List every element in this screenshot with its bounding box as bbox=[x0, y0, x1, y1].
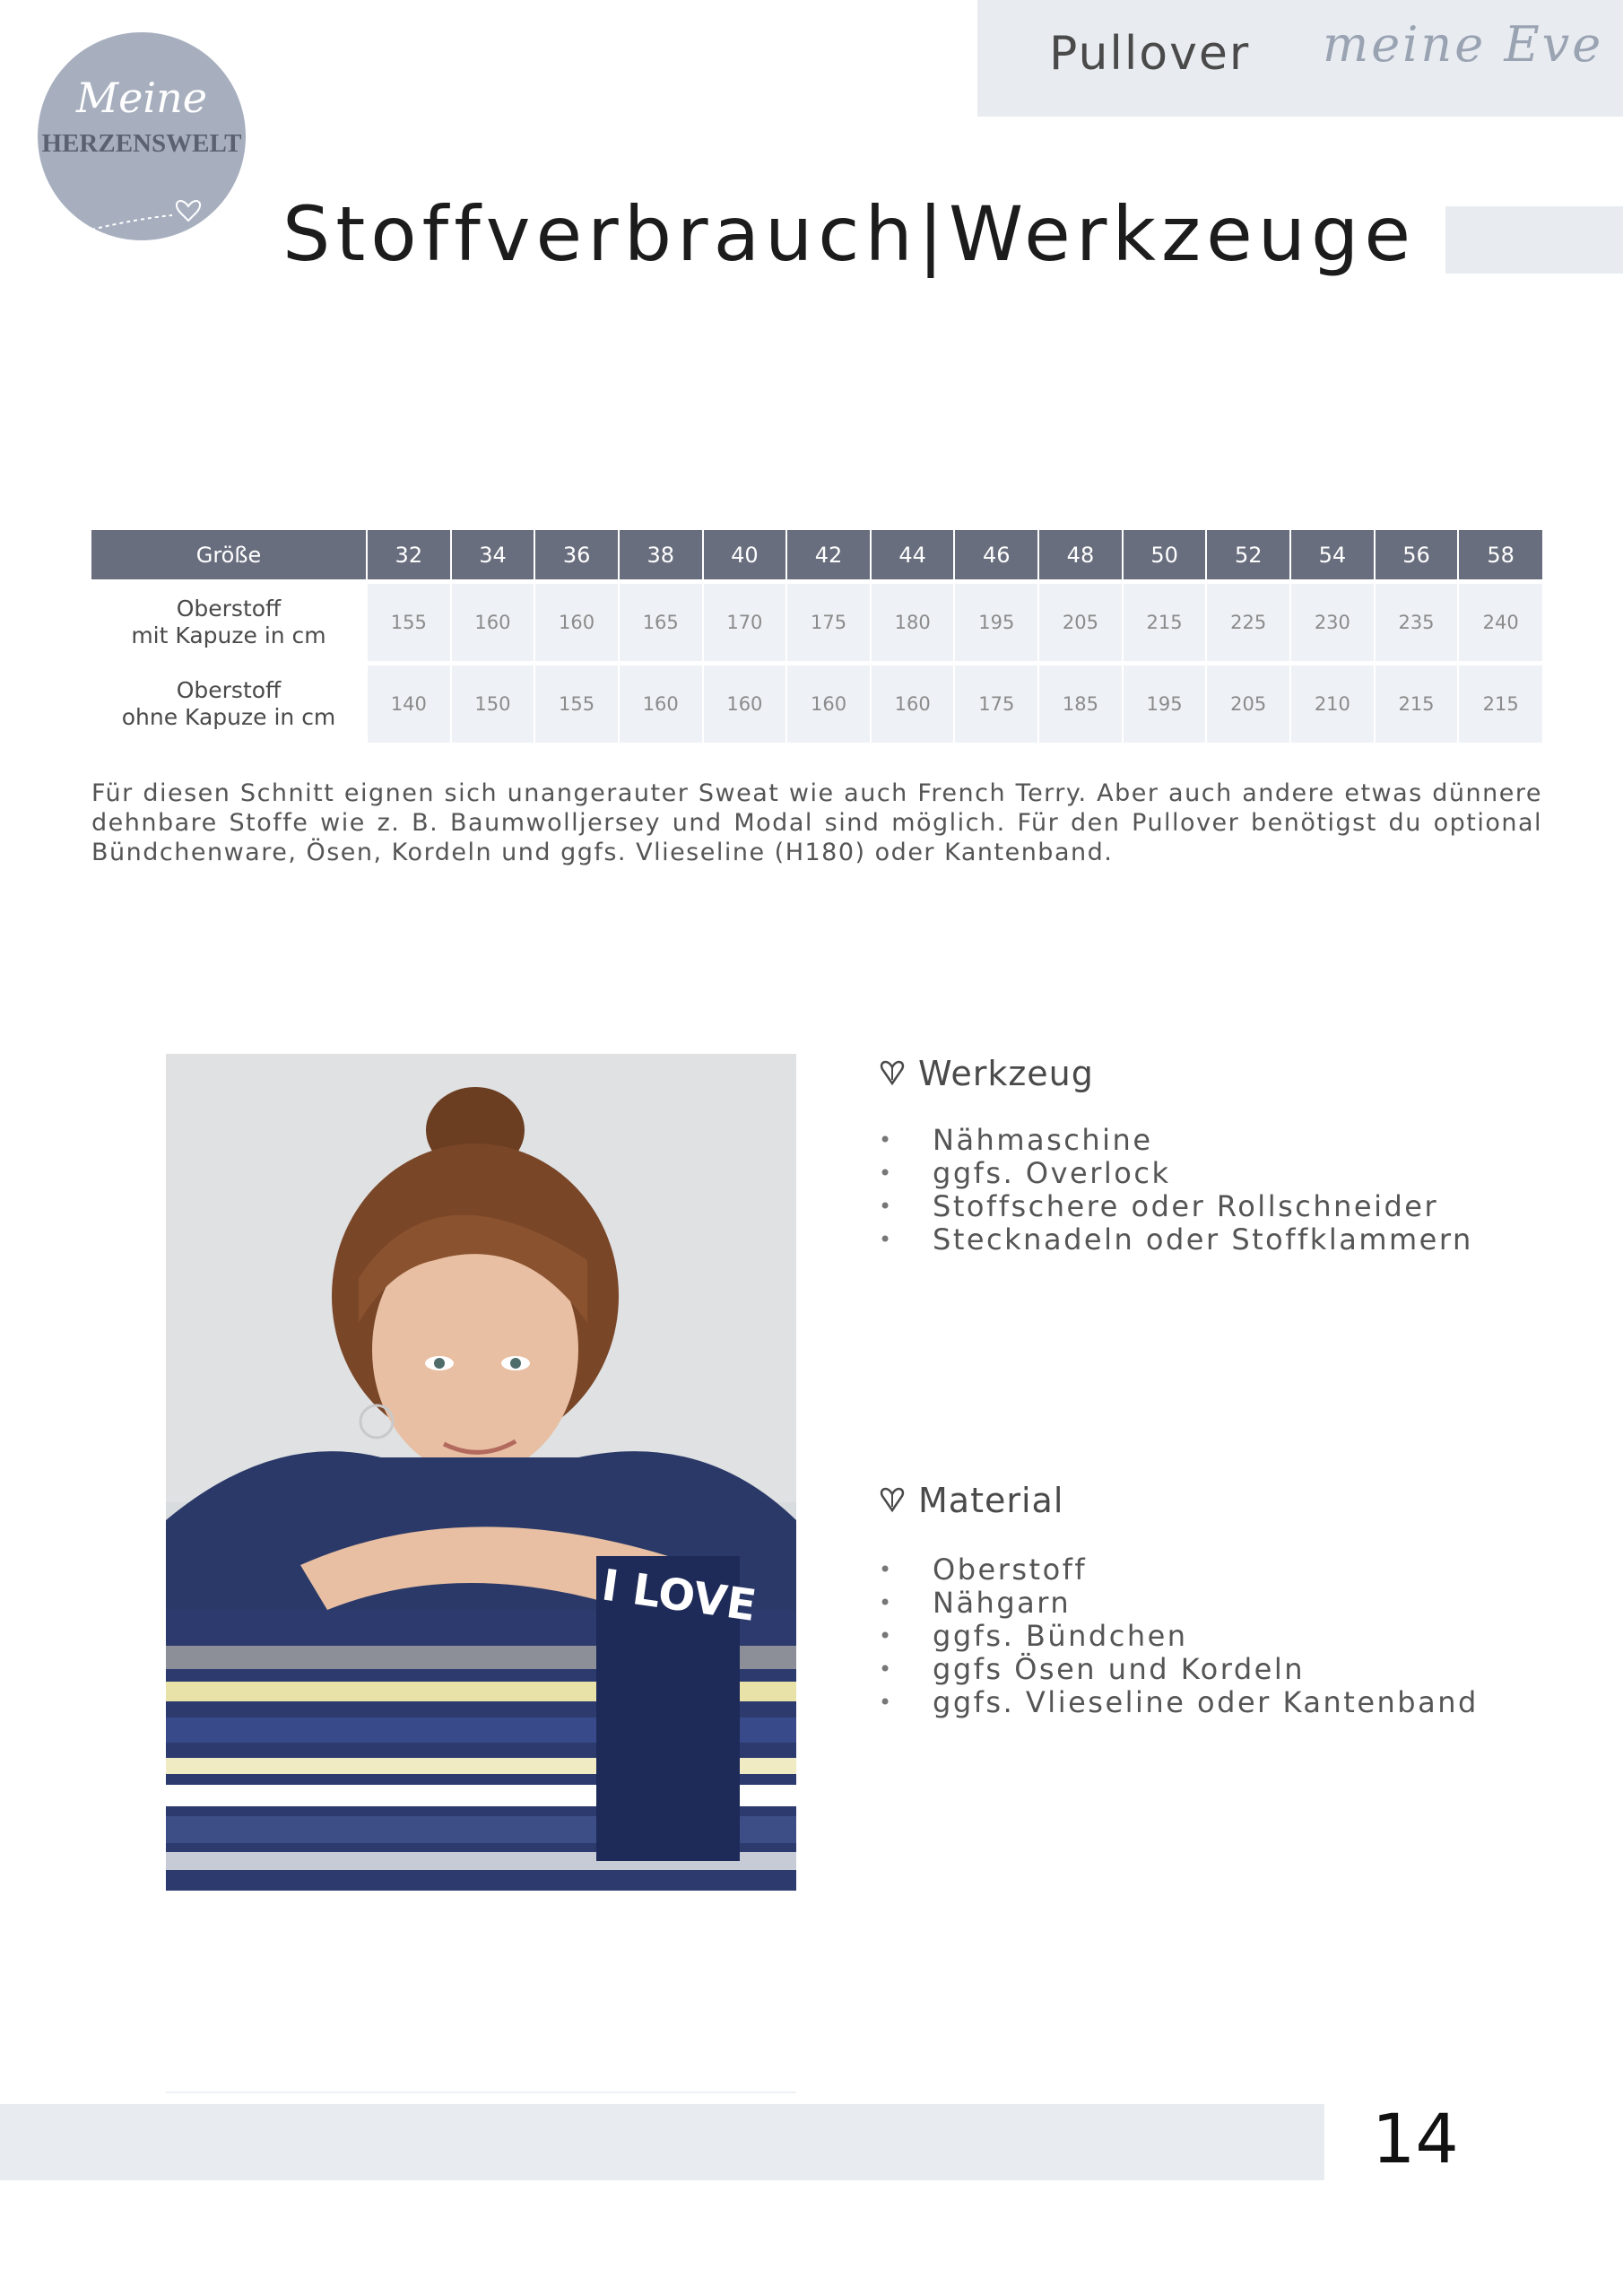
shirt-print-text: I LOVE bbox=[598, 1560, 759, 1631]
brand-logo bbox=[38, 32, 246, 240]
row-label bbox=[91, 664, 367, 744]
table-cell: 150 bbox=[451, 664, 535, 744]
page-number: 14 bbox=[1372, 2099, 1459, 2179]
table-cell: 210 bbox=[1290, 664, 1375, 744]
table-cell: 160 bbox=[703, 664, 787, 744]
row-label-line: mit Kapuze in cm bbox=[131, 622, 326, 648]
row-label bbox=[91, 582, 367, 664]
intro-paragraph: Für diesen Schnitt eignen sich unangerauter Sweat wie auch French Terry. Aber auch andere etwas dünnere dehnbare Stoffe wie z. B. Baumwolljersey und Modal sind möglich. Für den Pullover benötigst du optional Bündchenware, Ösen, Kordeln und ggfs. Vlieseline (H180) oder Kantenband. bbox=[91, 779, 1542, 866]
row-label-line: Oberstoff bbox=[176, 677, 282, 703]
table-cell: 185 bbox=[1038, 664, 1123, 744]
table-cell: 225 bbox=[1206, 582, 1290, 664]
table-cell: 215 bbox=[1123, 582, 1207, 664]
heart-icon bbox=[879, 1485, 906, 1514]
table-cell: 175 bbox=[954, 664, 1038, 744]
werkzeug-heading bbox=[879, 1054, 1094, 1093]
table-cell: 240 bbox=[1458, 582, 1542, 664]
list-item: • ggfs. Vlieseline oder Kantenband bbox=[879, 1686, 1479, 1719]
table-row bbox=[91, 664, 1542, 744]
list-item: • ggfs. Bündchen bbox=[879, 1620, 1479, 1653]
table-cell: 140 bbox=[367, 664, 451, 744]
footer-divider bbox=[166, 2092, 796, 2093]
table-header-row bbox=[91, 530, 1542, 582]
table-cell: 195 bbox=[954, 582, 1038, 664]
table-cell: 155 bbox=[534, 664, 619, 744]
table-cell: 230 bbox=[1290, 582, 1375, 664]
werkzeug-title: Werkzeug bbox=[918, 1054, 1094, 1093]
table-cell: 205 bbox=[1038, 582, 1123, 664]
table-cell: 160 bbox=[534, 582, 619, 664]
table-cell: 160 bbox=[786, 664, 871, 744]
size-column-header: 40 bbox=[703, 530, 787, 582]
table-cell: 195 bbox=[1123, 664, 1207, 744]
logo-heart-icon bbox=[38, 167, 246, 230]
title-accent-band bbox=[1445, 206, 1623, 274]
size-column-header: 34 bbox=[451, 530, 535, 582]
footer-band bbox=[0, 2104, 1324, 2180]
size-column-header: 44 bbox=[871, 530, 955, 582]
list-item: • Stoffschere oder Rollschneider bbox=[879, 1190, 1473, 1223]
material-title: Material bbox=[918, 1481, 1064, 1520]
size-column-header: 52 bbox=[1206, 530, 1290, 582]
row-label-line: Oberstoff bbox=[176, 596, 282, 622]
size-column-header: 50 bbox=[1123, 530, 1207, 582]
table-cell: 205 bbox=[1206, 664, 1290, 744]
werkzeug-list bbox=[879, 1124, 1473, 1257]
row-label-line: ohne Kapuze in cm bbox=[121, 704, 336, 730]
size-column-header: 38 bbox=[619, 530, 703, 582]
portrait-illustration bbox=[166, 1054, 796, 1891]
table-cell: 180 bbox=[871, 582, 955, 664]
list-item: • ggfs. Overlock bbox=[879, 1157, 1473, 1190]
size-column-header: 46 bbox=[954, 530, 1038, 582]
size-column-header: 32 bbox=[367, 530, 451, 582]
size-column-header: 54 bbox=[1290, 530, 1375, 582]
table-cell: 215 bbox=[1375, 664, 1459, 744]
size-column-header: 36 bbox=[534, 530, 619, 582]
table-cell: 160 bbox=[451, 582, 535, 664]
list-item: • Oberstoff bbox=[879, 1553, 1479, 1587]
list-item: • Stecknadeln oder Stoffklammern bbox=[879, 1223, 1473, 1257]
list-item: • Nähmaschine bbox=[879, 1124, 1473, 1157]
table-cell: 155 bbox=[367, 582, 451, 664]
table-cell: 215 bbox=[1458, 664, 1542, 744]
logo-script-text: Meine bbox=[76, 74, 207, 122]
size-column-header: 56 bbox=[1375, 530, 1459, 582]
heart-icon bbox=[879, 1058, 906, 1087]
table-cell: 160 bbox=[871, 664, 955, 744]
size-column-header: 42 bbox=[786, 530, 871, 582]
table-cell: 160 bbox=[619, 664, 703, 744]
logo-name-text: HERZENSWELT bbox=[41, 129, 242, 158]
table-row bbox=[91, 582, 1542, 664]
size-column-header: 58 bbox=[1458, 530, 1542, 582]
table-cell: 175 bbox=[786, 582, 871, 664]
portrait-photo bbox=[166, 1054, 796, 1891]
header-title: Pullover bbox=[1049, 27, 1251, 81]
page-title: Stoffverbrauch|Werkzeuge bbox=[282, 190, 1417, 278]
fabric-consumption-table bbox=[91, 530, 1542, 743]
size-header-label: Größe bbox=[91, 530, 367, 582]
table-cell: 165 bbox=[619, 582, 703, 664]
size-column-header: 48 bbox=[1038, 530, 1123, 582]
material-heading bbox=[879, 1481, 1063, 1520]
list-item: • Nähgarn bbox=[879, 1587, 1479, 1620]
list-item: • ggfs Ösen und Kordeln bbox=[879, 1653, 1479, 1686]
material-list bbox=[879, 1553, 1479, 1719]
header-script-label: meine Eve bbox=[1323, 16, 1604, 73]
table-cell: 235 bbox=[1375, 582, 1459, 664]
table-cell: 170 bbox=[703, 582, 787, 664]
